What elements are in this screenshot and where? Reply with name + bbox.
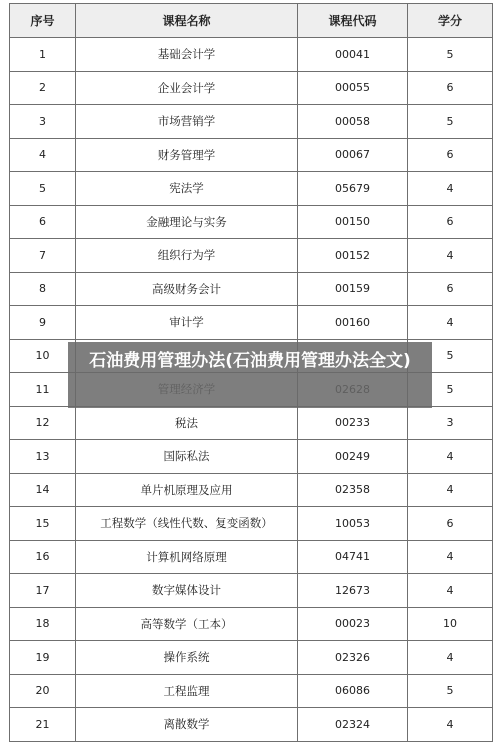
course-code-cell: 04741	[298, 540, 408, 574]
course-code-cell: 00041	[298, 38, 408, 72]
credits-cell: 5	[408, 339, 493, 373]
row-index-cell: 8	[10, 272, 76, 306]
table-row	[10, 607, 493, 641]
header-credits: 学分	[408, 4, 493, 38]
table-row	[10, 507, 493, 541]
row-index-cell: 1	[10, 38, 76, 72]
course-name-cell: 金融理论与实务	[76, 205, 298, 239]
course-name-cell: 宪法学	[76, 172, 298, 206]
credits-cell: 6	[408, 272, 493, 306]
credits-cell: 5	[408, 105, 493, 139]
credits-cell: 6	[408, 71, 493, 105]
course-name-cell: 高等数学（工本）	[76, 607, 298, 641]
course-code-cell: 00233	[298, 406, 408, 440]
row-index-cell: 10	[10, 339, 76, 373]
course-name-cell: 单片机原理及应用	[76, 473, 298, 507]
course-code-cell: 00152	[298, 239, 408, 273]
row-index-cell: 5	[10, 172, 76, 206]
course-name-cell: 企业会计学	[76, 71, 298, 105]
title-overlay: 石油费用管理办法(石油费用管理办法全文)	[68, 342, 432, 408]
table-row	[10, 440, 493, 474]
course-name-cell: 离散数学	[76, 708, 298, 742]
credits-cell: 5	[408, 674, 493, 708]
row-index-cell: 16	[10, 540, 76, 574]
course-code-cell: 02326	[298, 641, 408, 675]
course-code-cell: 06086	[298, 674, 408, 708]
row-index-cell: 17	[10, 574, 76, 608]
header-row	[10, 4, 493, 38]
table-row	[10, 674, 493, 708]
credits-cell: 6	[408, 507, 493, 541]
credits-cell: 10	[408, 607, 493, 641]
course-name-cell: 工程监理	[76, 674, 298, 708]
header-course-name: 课程名称	[76, 4, 298, 38]
credits-cell: 3	[408, 406, 493, 440]
credits-cell: 5	[408, 373, 493, 407]
course-name-cell: 高级财务会计	[76, 272, 298, 306]
course-name-cell: 税法	[76, 406, 298, 440]
table-row	[10, 205, 493, 239]
table-row	[10, 239, 493, 273]
course-name-cell: 数字媒体设计	[76, 574, 298, 608]
table-row	[10, 71, 493, 105]
table-row	[10, 105, 493, 139]
course-code-cell: 00067	[298, 138, 408, 172]
row-index-cell: 11	[10, 373, 76, 407]
table-row	[10, 641, 493, 675]
row-index-cell: 15	[10, 507, 76, 541]
credits-cell: 6	[408, 138, 493, 172]
credits-cell: 4	[408, 708, 493, 742]
table-row	[10, 272, 493, 306]
row-index-cell: 19	[10, 641, 76, 675]
course-name-cell: 市场营销学	[76, 105, 298, 139]
credits-cell: 4	[408, 540, 493, 574]
credits-cell: 4	[408, 172, 493, 206]
credits-cell: 5	[408, 38, 493, 72]
credits-cell: 4	[408, 239, 493, 273]
table-row	[10, 38, 493, 72]
course-code-cell: 00159	[298, 272, 408, 306]
row-index-cell: 2	[10, 71, 76, 105]
row-index-cell: 4	[10, 138, 76, 172]
table-row	[10, 473, 493, 507]
table-row	[10, 406, 493, 440]
course-name-cell: 国际私法	[76, 440, 298, 474]
table-row	[10, 574, 493, 608]
course-code-cell: 00023	[298, 607, 408, 641]
credits-cell: 6	[408, 205, 493, 239]
course-code-cell: 00150	[298, 205, 408, 239]
credits-cell: 4	[408, 306, 493, 340]
course-code-cell: 10053	[298, 507, 408, 541]
course-code-cell: 05679	[298, 172, 408, 206]
course-code-cell: 02324	[298, 708, 408, 742]
header-course-code: 课程代码	[298, 4, 408, 38]
row-index-cell: 18	[10, 607, 76, 641]
row-index-cell: 14	[10, 473, 76, 507]
table-row	[10, 306, 493, 340]
row-index-cell: 21	[10, 708, 76, 742]
credits-cell: 4	[408, 440, 493, 474]
header-index: 序号	[10, 4, 76, 38]
course-code-cell: 00058	[298, 105, 408, 139]
course-code-cell: 00160	[298, 306, 408, 340]
credits-cell: 4	[408, 574, 493, 608]
course-code-cell: 12673	[298, 574, 408, 608]
row-index-cell: 6	[10, 205, 76, 239]
row-index-cell: 13	[10, 440, 76, 474]
table-row	[10, 708, 493, 742]
table-row	[10, 172, 493, 206]
course-code-cell: 00055	[298, 71, 408, 105]
course-code-cell: 02358	[298, 473, 408, 507]
course-name-cell: 组织行为学	[76, 239, 298, 273]
credits-cell: 4	[408, 473, 493, 507]
row-index-cell: 3	[10, 105, 76, 139]
course-name-cell: 审计学	[76, 306, 298, 340]
course-name-cell: 基础会计学	[76, 38, 298, 72]
row-index-cell: 12	[10, 406, 76, 440]
row-index-cell: 9	[10, 306, 76, 340]
course-code-cell: 00249	[298, 440, 408, 474]
credits-cell: 4	[408, 641, 493, 675]
table-row	[10, 540, 493, 574]
table-header	[10, 4, 493, 38]
course-name-cell: 操作系统	[76, 641, 298, 675]
course-name-cell: 工程数学（线性代数、复变函数）	[76, 507, 298, 541]
row-index-cell: 20	[10, 674, 76, 708]
table-row	[10, 138, 493, 172]
course-name-cell: 财务管理学	[76, 138, 298, 172]
course-name-cell: 计算机网络原理	[76, 540, 298, 574]
row-index-cell: 7	[10, 239, 76, 273]
